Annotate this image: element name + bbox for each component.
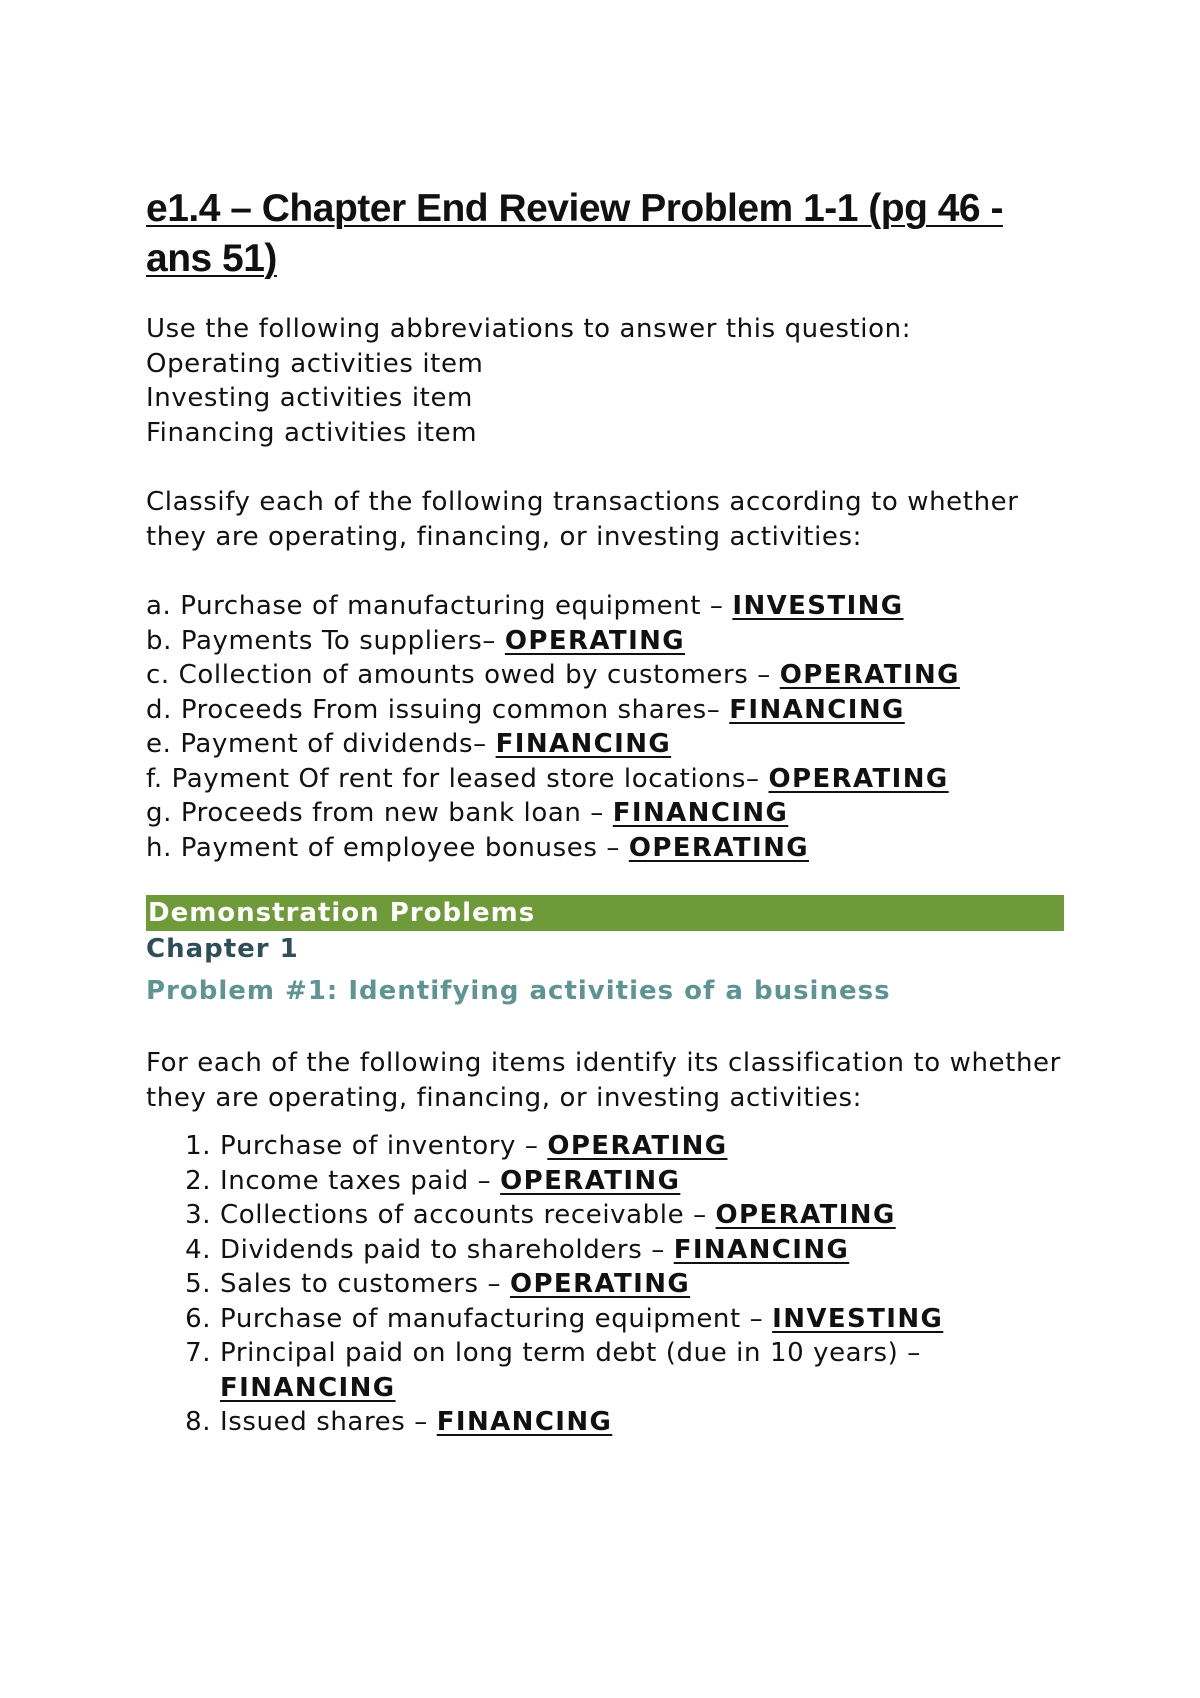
demo-item-text: Issued shares – <box>220 1407 437 1437</box>
demo-item-text: Principal paid on long term debt (due in 10 years) – <box>220 1338 921 1368</box>
transaction-item <box>146 831 1064 866</box>
abbreviation-item: Operating activities item <box>146 348 484 379</box>
transaction-answer: FINANCING <box>729 694 905 725</box>
document-page <box>146 184 1064 1440</box>
transaction-item <box>146 658 1064 693</box>
demo-item <box>220 1129 1064 1164</box>
demo-item-answer: INVESTING <box>772 1303 944 1334</box>
demo-item-text: Purchase of inventory – <box>220 1131 548 1161</box>
transaction-text: a. Purchase of manufacturing equipment – <box>146 591 733 621</box>
demo-item-text: Dividends paid to shareholders – <box>220 1234 674 1265</box>
transaction-answer: OPERATING <box>504 625 686 656</box>
transaction-text: d. Proceeds From issuing common shares– <box>146 694 730 725</box>
demo-item-answer: FINANCING <box>220 1372 396 1403</box>
demo-item <box>220 1233 1064 1268</box>
demo-prompt: For each of the following items identify its classification to whether they are operating, financing, or investing activities: <box>146 1048 1061 1113</box>
abbreviations-lead: Use the following abbreviations to answer this question: <box>146 314 912 344</box>
demo-item-text: Collections of accounts receivable – <box>220 1200 716 1230</box>
transactions-list <box>146 589 1064 865</box>
demo-item <box>220 1302 1064 1337</box>
demo-item-answer: OPERATING <box>547 1131 728 1161</box>
transaction-text: f. Payment Of rent for leased store locations– <box>146 763 769 794</box>
transaction-text: g. Proceeds from new bank loan – <box>146 798 613 828</box>
demo-item-answer: FINANCING <box>436 1407 613 1437</box>
transaction-answer: INVESTING <box>732 591 904 621</box>
demo-item <box>220 1267 1064 1302</box>
abbreviation-item: Investing activities item <box>146 383 473 413</box>
page-title: e1.4 – Chapter End Review Problem 1-1 (pg 46 - ans 51) <box>146 187 1003 280</box>
abbreviations-block <box>146 312 1064 450</box>
demo-item-text: Sales to customers – <box>220 1269 510 1299</box>
transaction-answer: FINANCING <box>612 798 789 828</box>
demo-item <box>220 1336 1064 1405</box>
demo-item-answer: OPERATING <box>715 1200 896 1230</box>
demo-item-text: Income taxes paid – <box>220 1165 501 1196</box>
demo-item <box>220 1198 1064 1233</box>
demo-heading-bar: Demonstration Problems <box>146 895 1064 931</box>
problem-heading: Problem #1: Identifying activities of a business <box>146 976 891 1006</box>
transaction-item <box>146 796 1064 831</box>
abbreviation-item: Financing activities item <box>146 417 478 448</box>
chapter-heading: Chapter 1 <box>146 934 299 964</box>
transaction-item <box>146 762 1064 797</box>
demo-items-list <box>146 1129 1064 1440</box>
transaction-text: e. Payment of dividends– <box>146 729 496 759</box>
demo-item <box>220 1405 1064 1440</box>
classify-prompt: Classify each of the following transactions according to whether they are operating, financing, or investing activities: <box>146 487 1019 552</box>
transaction-answer: OPERATING <box>628 832 809 863</box>
transaction-item <box>146 624 1064 659</box>
demo-item <box>220 1164 1064 1199</box>
transaction-text: h. Payment of employee bonuses – <box>146 832 629 863</box>
demo-item-text: Purchase of manufacturing equipment – <box>220 1303 773 1334</box>
transaction-answer: OPERATING <box>768 763 949 794</box>
transaction-item <box>146 727 1064 762</box>
demo-item-answer: OPERATING <box>500 1165 681 1196</box>
demo-item-answer: FINANCING <box>673 1234 850 1265</box>
transaction-text: b. Payments To suppliers– <box>146 625 505 656</box>
transaction-answer: OPERATING <box>779 660 960 690</box>
demo-item-answer: OPERATING <box>509 1269 691 1299</box>
transaction-item <box>146 589 1064 624</box>
transaction-item <box>146 693 1064 728</box>
transaction-text: c. Collection of amounts owed by customers – <box>146 660 780 690</box>
transaction-answer: FINANCING <box>495 729 672 759</box>
